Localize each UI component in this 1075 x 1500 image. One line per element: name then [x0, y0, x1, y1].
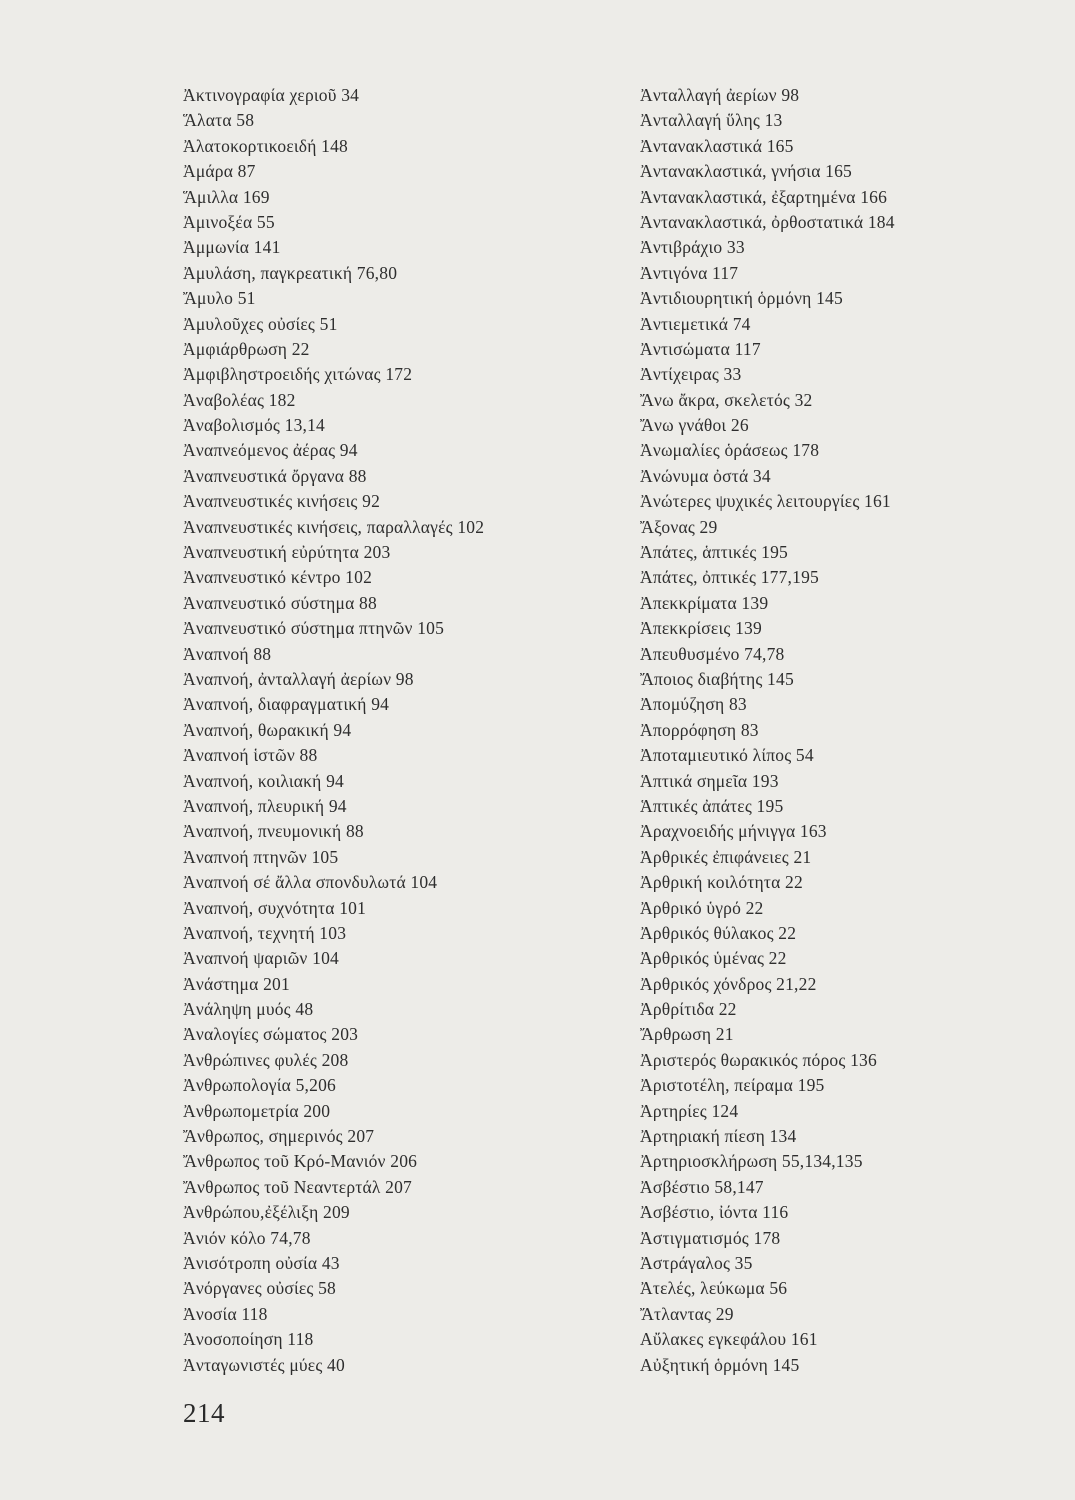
- index-entry: Ἀναπνευστικές κινήσεις, παραλλαγές 102: [183, 516, 485, 537]
- index-entry: Ἀμμωνία 141: [183, 237, 281, 258]
- index-entry: Ἀναπνοή, διαφραγματική 94: [183, 694, 390, 715]
- index-entry: Ἀντανακλαστικά, ὀρθοστατικά 184: [640, 211, 895, 232]
- index-entry: Ἀναπνοή, τεχνητή 103: [183, 922, 347, 943]
- index-entry: Ἀριστοτέλη, πείραμα 195: [640, 1075, 825, 1096]
- index-entry: Ἄποιος διαβήτης 145: [640, 668, 794, 689]
- index-entry: Ἀνοσία 118: [183, 1303, 268, 1324]
- index-entry: Ἀρθρικός χόνδρος 21,22: [640, 973, 817, 994]
- index-entry: Ἄμυλο 51: [183, 288, 256, 309]
- index-entry: Ἀναβολέας 182: [183, 389, 296, 410]
- index-entry: Ἀσβέστιο 58,147: [640, 1176, 764, 1197]
- index-entry: Ἀμφιάρθρωση 22: [183, 338, 310, 359]
- index-entry: Ἀρθρίτιδα 22: [640, 999, 737, 1020]
- index-entry: Ἀνώνυμα ὀστά 34: [640, 465, 771, 486]
- index-entry: Ἀρθρικό ὑγρό 22: [640, 897, 764, 918]
- index-entry: Ἀμυλοῦχες οὐσίες 51: [183, 313, 338, 334]
- index-entry: Ἀντιδιουρητική ὁρμόνη 145: [640, 288, 843, 309]
- index-entry: Ἀποταμιευτικό λίπος 54: [640, 745, 814, 766]
- index-entry: Ἀναπνοή ἱστῶν 88: [183, 745, 318, 766]
- index-entry: Ἀνωμαλίες ὁράσεως 178: [640, 440, 820, 461]
- index-entry: Ἄνθρωπος τοῦ Νεαντερτάλ 207: [183, 1176, 412, 1197]
- index-entry: Ἀνθρώπινες φυλές 208: [183, 1049, 349, 1070]
- index-entry: Ἀνώτερες ψυχικές λειτουργίες 161: [640, 491, 891, 512]
- index-entry: Ἄνθρωπος τοῦ Κρό-Μανιόν 206: [183, 1151, 418, 1172]
- index-entry: Ἀναπνοή, συχνότητα 101: [183, 897, 367, 918]
- index-entry: Ἀπεκκρίσεις 139: [640, 618, 762, 639]
- index-entry: Ἅλατα 58: [183, 110, 255, 131]
- index-entry: Ἀστιγματισμός 178: [640, 1227, 781, 1248]
- index-entry: Ἀναπνοή, πνευμονική 88: [183, 821, 364, 842]
- index-entry: Ἀνθρωπολογία 5,206: [183, 1075, 336, 1096]
- index-entry: Αὔλακες εγκεφάλου 161: [640, 1329, 818, 1350]
- index-left-column: [183, 83, 623, 1378]
- index-entry: Ἀμάρα 87: [183, 161, 256, 182]
- index-entry: Ἀμυλάση, παγκρεατική 76,80: [183, 262, 398, 283]
- index-entry: Ἀναπνοή ψαριῶν 104: [183, 948, 339, 969]
- index-entry: Ἀπευθυσμένο 74,78: [640, 643, 785, 664]
- index-entry: Ἀντισώματα 117: [640, 338, 761, 359]
- index-entry: Ἀναπνευστικά ὄργανα 88: [183, 465, 367, 486]
- index-entry: Ἀπομύζηση 83: [640, 694, 747, 715]
- index-entry: Ἀπεκκρίματα 139: [640, 592, 769, 613]
- index-entry: Ἀπάτες, ὀπτικές 177,195: [640, 567, 819, 588]
- index-entry: Ἀλατοκορτικοειδή 148: [183, 135, 348, 156]
- index-entry: Ἀναπνευστικές κινήσεις 92: [183, 491, 381, 512]
- index-entry: Ἀνιόν κόλο 74,78: [183, 1227, 311, 1248]
- index-entry: Ἀνταγωνιστές μύες 40: [183, 1354, 345, 1375]
- index-entry: Ἀντιγόνα 117: [640, 262, 739, 283]
- index-entry: Αὐξητική ὁρμόνη 145: [640, 1354, 800, 1375]
- index-entry: Ἀντίχειρας 33: [640, 364, 742, 385]
- index-entry: Ἀντιβράχιο 33: [640, 237, 745, 258]
- index-entry: Ἀμφιβληστροειδής χιτώνας 172: [183, 364, 413, 385]
- index-entry: Ἁπτικές ἀπάτες 195: [640, 795, 784, 816]
- index-entry: Ἄνω ἄκρα, σκελετός 32: [640, 389, 813, 410]
- index-entry: Ἀναπνευστικό σύστημα πτηνῶν 105: [183, 618, 445, 639]
- index-entry: Ἄρθρωση 21: [640, 1024, 734, 1045]
- index-entry: Ἀρτηριοσκλήρωση 55,134,135: [640, 1151, 863, 1172]
- index-entry: Ἀναπνευστικό κέντρο 102: [183, 567, 373, 588]
- index-entry: Ἀρθρικός ὑμένας 22: [640, 948, 787, 969]
- index-entry: Ἀναλογίες σώματος 203: [183, 1024, 359, 1045]
- index-entry: Ἀτελές, λεύκωμα 56: [640, 1278, 788, 1299]
- index-entry: Ἀναπνοή σέ ἄλλα σπονδυλωτά 104: [183, 872, 438, 893]
- index-entry: Ἀραχνοειδής μήνιγγα 163: [640, 821, 827, 842]
- index-entry: Ἀνοσοποίηση 118: [183, 1329, 314, 1350]
- index-entry: Ἀναπνευστική εὐρύτητα 203: [183, 542, 391, 563]
- index-entry: Ἀναπνευστικό σύστημα 88: [183, 592, 377, 613]
- index-entry: Ἄνω γνάθοι 26: [640, 415, 749, 436]
- index-entry: Ἀνάστημα 201: [183, 973, 290, 994]
- index-entry: Ἀρτηρίες 124: [640, 1100, 739, 1121]
- index-entry: Ἀνισότροπη οὐσία 43: [183, 1252, 340, 1273]
- index-entry: Ἀντανακλαστικά 165: [640, 135, 794, 156]
- index-entry: Ἀντανακλαστικά, γνήσια 165: [640, 161, 852, 182]
- index-entry: Ἀρθρικός θύλακος 22: [640, 922, 797, 943]
- index-entry: Ἀνταλλαγή ὕλης 13: [640, 110, 783, 131]
- index-entry: Ἀσβέστιο, ἰόντα 116: [640, 1202, 789, 1223]
- index-entry: Ἀναπνοή, θωρακική 94: [183, 719, 352, 740]
- index-entry: Ἀνόργανες οὐσίες 58: [183, 1278, 337, 1299]
- index-entry: Ἀνθρώπου,ἐξέλιξη 209: [183, 1202, 350, 1223]
- index-entry: Ἀπορρόφηση 83: [640, 719, 759, 740]
- index-entry: Ἀνθρωπομετρία 200: [183, 1100, 331, 1121]
- index-right-column: [640, 83, 1060, 1378]
- index-entry: Ἀρθρική κοιλότητα 22: [640, 872, 803, 893]
- index-entry: Ἀπάτες, ἁπτικές 195: [640, 542, 788, 563]
- index-entry: Ἀμινοξέα 55: [183, 211, 275, 232]
- index-entry: Ἀριστερός θωρακικός πόρος 136: [640, 1049, 877, 1070]
- index-entry: Ἁπτικά σημεῖα 193: [640, 770, 779, 791]
- index-entry: Ἀντανακλαστικά, ἐξαρτημένα 166: [640, 186, 888, 207]
- index-entry: Ἀρτηριακή πίεση 134: [640, 1126, 797, 1147]
- index-entry: Ἀναπνοή, πλευρική 94: [183, 795, 347, 816]
- index-entry: Ἀντιεμετικά 74: [640, 313, 751, 334]
- index-entry: Ἀναπνεόμενος ἀέρας 94: [183, 440, 358, 461]
- index-entry: Ἀναπνοή, κοιλιακή 94: [183, 770, 345, 791]
- index-entry: Ἀναβολισμός 13,14: [183, 415, 325, 436]
- index-entry: Ἄτλαντας 29: [640, 1303, 734, 1324]
- index-entry: Ἀκτινογραφία χεριοῦ 34: [183, 85, 360, 105]
- index-entry: Ἀστράγαλος 35: [640, 1252, 753, 1273]
- index-entry: Ἄνθρωπος, σημερινός 207: [183, 1126, 375, 1147]
- index-entry: Ἀναπνοή 88: [183, 643, 272, 664]
- index-entry: Ἀρθρικές ἐπιφάνειες 21: [640, 846, 812, 867]
- index-entry: Ἀναπνοή, ἀνταλλαγή ἀερίων 98: [183, 668, 414, 689]
- page-number: 214: [183, 1398, 225, 1428]
- index-entry: Ἅμιλλα 169: [183, 186, 270, 207]
- index-entry: Ἀνάληψη μυός 48: [183, 999, 314, 1020]
- index-entry: Ἄξονας 29: [640, 516, 718, 537]
- index-entry: Ἀνταλλαγή ἀερίων 98: [640, 85, 800, 105]
- index-entry: Ἀναπνοή πτηνῶν 105: [183, 846, 339, 867]
